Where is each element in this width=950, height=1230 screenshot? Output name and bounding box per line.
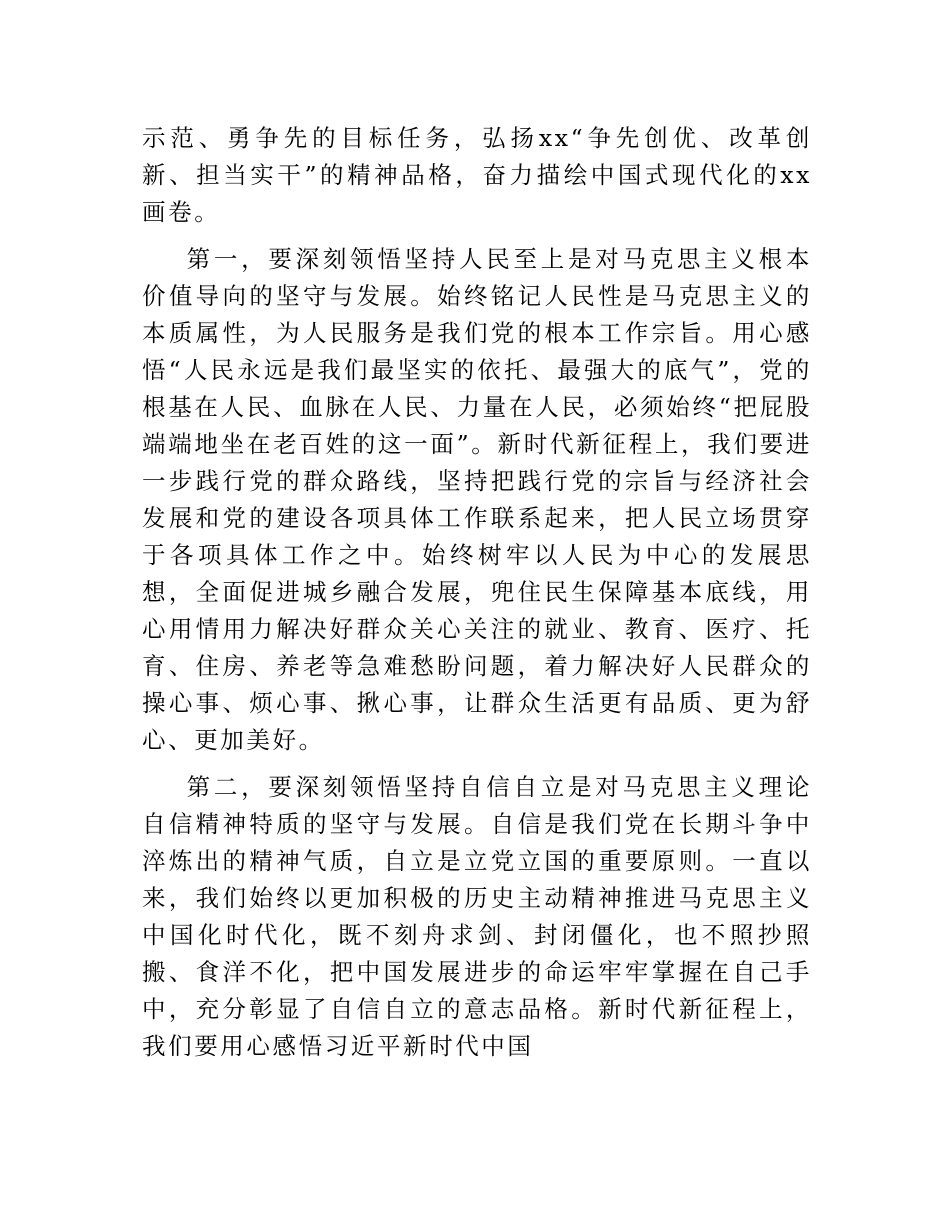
paragraph-first-point: 第一，要深刻领悟坚持人民至上是对马克思主义根本价值导向的坚守与发展。始终铭记人民性是马克思主义的本质属性，为人民服务是我们党的根本工作宗旨。用心感悟“人民永远是我们最坚实的依托、最强大的底气”，党的根基在人民、血脉在人民、力量在人民，必须始终“把屁股端端地坐在老百姓的这一面”。新时代新征程上，我们要进一步践行党的群众路线，坚持把践行党的宗旨与经济社会发展和党的建设各项具体工作联系起来，把人民立场贯穿于各项具体工作之中。始终树牢以人民为中心的发展思想，全面促进城乡融合发展，兜住民生保障基本底线，用心用情用力解决好群众关心关注的就业、教育、医疗、托育、住房、养老等急难愁盼问题，着力解决好人民群众的操心事、烦心事、揪心事，让群众生活更有品质、更为舒心、更加美好。 [142,245,812,754]
document-body [142,120,812,1075]
paragraph-second-point: 第二，要深刻领悟坚持自信自立是对马克思主义理论自信精神特质的坚守与发展。自信是我们党在长期斗争中淬炼出的精神气质，自立是立党立国的重要原则。一直以来，我们始终以更加积极的历史主动精神推进马克思主义中国化时代化，既不刻舟求剑、封闭僵化，也不照抄照搬、食洋不化，把中国发展进步的命运牢牢掌握在自己手中，充分彰显了自信自立的意志品格。新时代新征程上，我们要用心感悟习近平新时代中国 [142,773,812,1060]
paragraph-continuation: 示范、勇争先的目标任务，弘扬xx“争先创优、改革创新、担当实干”的精神品格，奋力描绘中国式现代化的xx画卷。 [142,124,812,226]
